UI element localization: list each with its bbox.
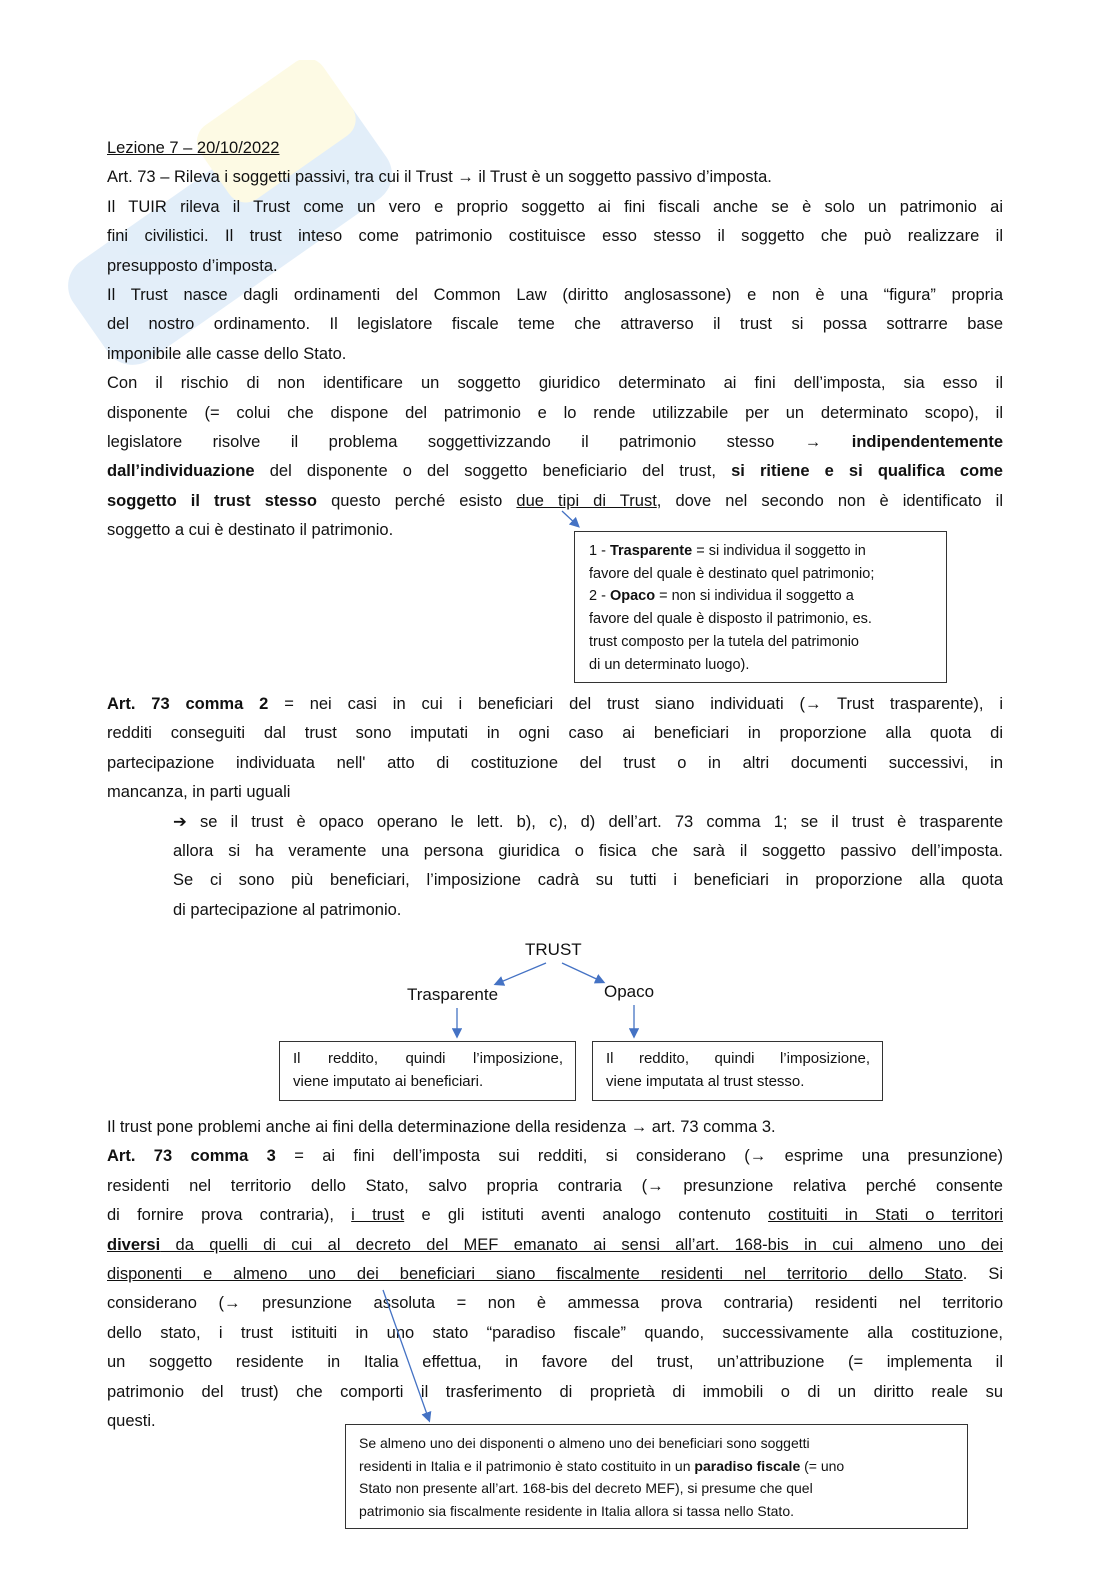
diagram-root-trust: TRUST [525, 940, 582, 959]
box-line: viene imputata al trust stesso. [606, 1072, 805, 1090]
text-segment: = non si individua il soggetto a [655, 588, 854, 605]
text-segment: Se almeno uno dei disponenti o almeno uno dei beneficiari sono soggetti [359, 1435, 810, 1451]
underlined-text: due tipi di Trust [516, 491, 657, 510]
text-segment: favore del quale è destinato quel patrimonio; [589, 565, 875, 582]
text-segment: imponibile alle casse dello Stato. [107, 344, 347, 363]
text-segment: partecipazione individuata nell' atto di costituzione del trust o in altri documenti successivi, in [107, 753, 1003, 772]
text-segment: residenti nel territorio dello Stato, salvo propria contraria (→ presunzione relativa perché consente [107, 1176, 1003, 1195]
box-line: Il reddito, quindi l’imposizione, [293, 1050, 563, 1067]
text-segment: Con il rischio di non identificare un soggetto giuridico determinato ai fini dell’imposta, sia esso il [107, 374, 1003, 393]
text-segment: Art. 73 – Rileva i soggetti passivi, tra cui il Trust → il Trust è un soggetto passivo d’imposta. [107, 168, 772, 187]
text-segment: = si individua il soggetto in [692, 543, 866, 559]
text-segment: Il trust pone problemi anche ai fini della determinazione della residenza → art. 73 comma 3. [107, 1118, 776, 1136]
underlined-text: i trust [351, 1206, 405, 1225]
text-segment: dello stato, i trust istituiti in uno stato “paradiso fiscale” quando, successivamente alla costituzione, [107, 1323, 1003, 1342]
text-segment: mancanza, in parti uguali [107, 783, 291, 802]
text-segment: del nostro ordinamento. Il legislatore fiscale teme che attraverso il trust si possa sottrarre base [107, 315, 1003, 334]
text-segment: questo perché esisto [317, 491, 517, 510]
text-segment: favore del quale è disposto il patrimonio, es. [589, 611, 872, 628]
text-segment: e gli istituti aventi analogo contenuto [404, 1206, 769, 1225]
text-segment: (= uno [800, 1457, 845, 1474]
text-segment: residenti in Italia e il patrimonio è stato costituito in un [359, 1457, 695, 1474]
text-segment: questi. [107, 1412, 156, 1431]
bold-text: Art. 73 comma 3 [107, 1147, 276, 1166]
text-segment: di un determinato luogo). [589, 656, 750, 673]
diagram-node-trasparente: Trasparente [407, 985, 499, 1004]
text-segment: redditi conseguiti dal trust sono imputati in ogni caso ai beneficiari in proporzione alla quota di [107, 724, 1003, 743]
text-segment: presupposto d’imposta. [107, 256, 278, 275]
underlined-text: disponenti e almeno uno dei beneficiari siano fiscalmente residenti nel territorio dello Stato [107, 1265, 963, 1284]
text-segment: = ai fini dell’imposta sui redditi, si considerano (→ esprime una presunzione) [275, 1147, 1004, 1166]
box-line: Il reddito, quindi l’imposizione, [606, 1050, 870, 1067]
text-segment: Se ci sono più beneficiari, l’imposizione cadrà su tutti i beneficiari in proporzione alla quota [173, 871, 1003, 890]
arrow-trust-to-trasparente [496, 963, 546, 984]
text-segment: legislatore risolve il problema soggettivizzando il patrimonio stesso → [107, 433, 852, 452]
text-segment: = nei casi in cui i beneficiari del trust siano individuati (→ Trust trasparente), i [268, 695, 1003, 713]
text-segment: 2 - [589, 588, 610, 605]
bold-text: Art. 73 comma 2 [107, 695, 269, 713]
diagram-node-opaco: Opaco [604, 982, 655, 1001]
text-segment: considerano (→ presunzione assoluta = non è ammessa prova contraria) residenti nel territorio [107, 1294, 1003, 1313]
text-segment: Stato non presente all’art. 168-bis del decreto MEF), si presume che quel [359, 1480, 813, 1497]
text-segment: Il Trust nasce dagli ordinamenti del Common Law (diritto anglosassone) e non è una “figura” propria [107, 286, 1003, 305]
bold-text: Trasparente [609, 543, 693, 559]
text-segment: di partecipazione al patrimonio. [173, 900, 402, 919]
text-segment: trust composto per la tutela del patrimonio [589, 633, 859, 650]
text-segment: di fornire prova contraria), [107, 1206, 352, 1225]
bold-text: dall’individuazione [107, 462, 255, 481]
text-segment: allora si ha veramente una persona giuridica o fisica che sarà il soggetto passivo dell’imposta. [173, 842, 1003, 861]
text-segment: ➔ se il trust è opaco operano le lett. b), c), d) dell’art. 73 comma 1; se il trust è trasparente [173, 812, 1003, 831]
text-segment: Il TUIR rileva il Trust come un vero e proprio soggetto ai fini fiscali anche se è solo un patrimonio ai [107, 197, 1003, 216]
bold-text: si ritiene e si qualifica come [731, 462, 1003, 481]
text-segment: patrimonio sia fiscalmente residente in Italia allora si tassa nello Stato. [359, 1503, 794, 1520]
box-line: viene imputato ai beneficiari. [293, 1072, 484, 1090]
text-segment: del disponente o del soggetto beneficiario del trust, [254, 462, 732, 481]
bold-text: Opaco [609, 588, 656, 605]
underlined-text: da quelli di cui al decreto del MEF emanato ai sensi all’art. 168-bis in cui almeno uno dei [160, 1235, 1003, 1254]
text-segment: 1 - [589, 543, 610, 559]
text-segment: disponente (= colui che dispone del patrimonio e lo rende utilizzabile per un determinato scopo), il [107, 403, 1003, 422]
arrow-to-types-box [562, 511, 578, 526]
bold-text: paradiso fiscale [694, 1457, 801, 1474]
text-segment: patrimonio del trust) che comporti il trasferimento di proprietà di immobili o di un diritto reale su [107, 1382, 1003, 1401]
text-segment: , dove nel secondo non è identificato il [656, 491, 1003, 510]
bold-text: soggetto il trust stesso [107, 491, 317, 510]
bold-text: diversi [107, 1235, 161, 1254]
text-segment: fini civilistici. Il trust inteso come patrimonio costituisce esso stesso il soggetto che può realizzare il [107, 227, 1003, 246]
text-segment: soggetto a cui è destinato il patrimonio. [107, 521, 394, 540]
bold-text: indipendentemente [851, 433, 1003, 452]
text-segment: un soggetto residente in Italia effettua, in favore del trust, un’attribuzione (= implementa il [107, 1353, 1003, 1372]
text-segment: . Si [962, 1265, 1003, 1284]
underlined-text: Lezione 7 – 20/10/2022 [107, 139, 280, 157]
arrow-trust-to-opaco [562, 963, 603, 982]
arrow-to-paradiso-box [383, 1290, 429, 1420]
underlined-text: costituiti in Stati o territori [768, 1206, 1004, 1225]
